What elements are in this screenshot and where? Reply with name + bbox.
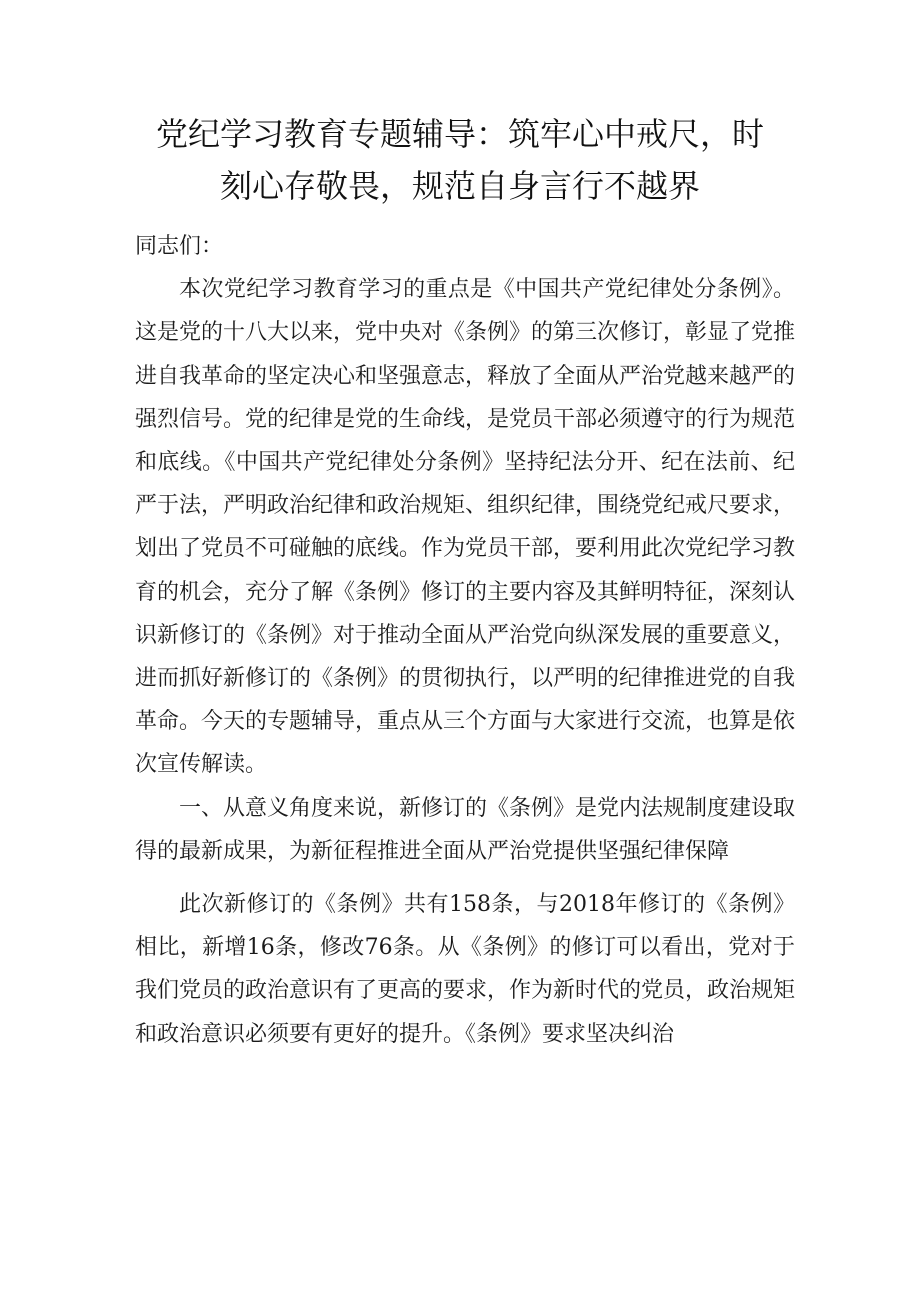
section-heading-1: 一、从意义角度来说，新修订的《条例》是党内法规制度建设取得的最新成果，为新征程推进全面从严治党提供坚强纪律保障 [135, 795, 796, 864]
salutation: 同志们： [135, 234, 224, 259]
document-title [120, 108, 800, 212]
paragraph-section-1: 此次新修订的《条例》共有158条，与2018年修订的《条例》相比，新增16条，修改76条。从《条例》的修订可以看出，党对于我们党员的政治意识有了更高的要求，作为新时代的党员，政治规矩和政治意识必须要有更好的提升。《条例》要求坚决纠治 [135, 892, 796, 1047]
paragraph-intro: 本次党纪学习教育学习的重点是《中国共产党纪律处分条例》。这是党的十八大以来，党中央对《条例》的第三次修订，彰显了党推进自我革命的坚定决心和坚强意志，释放了全面从严治党越来越严的强烈信号。党的纪律是党的生命线，是党员干部必须遵守的行为规范和底线。《中国共产党纪律处分条例》坚持纪法分开、纪在法前、纪严于法，严明政治纪律和政治规矩、组织纪律，围绕党纪戒尺要求，划出了党员不可碰触的底线。作为党员干部，要利用此次党纪学习教育的机会，充分了解《条例》修订的主要内容及其鲜明特征，深刻认识新修订的《条例》对于推动全面从严治党向纵深发展的重要意义，进而抓好新修订的《条例》的贯彻执行，以严明的纪律推进党的自我革命。今天的专题辅导，重点从三个方面与大家进行交流，也算是依次宣传解读。 [135, 277, 796, 778]
document-body [135, 225, 795, 1056]
title-line-2: 刻心存敬畏，规范自身言行不越界 [219, 167, 700, 205]
title-line-1: 党纪学习教育专题辅导：筑牢心中戒尺，时 [155, 115, 764, 153]
